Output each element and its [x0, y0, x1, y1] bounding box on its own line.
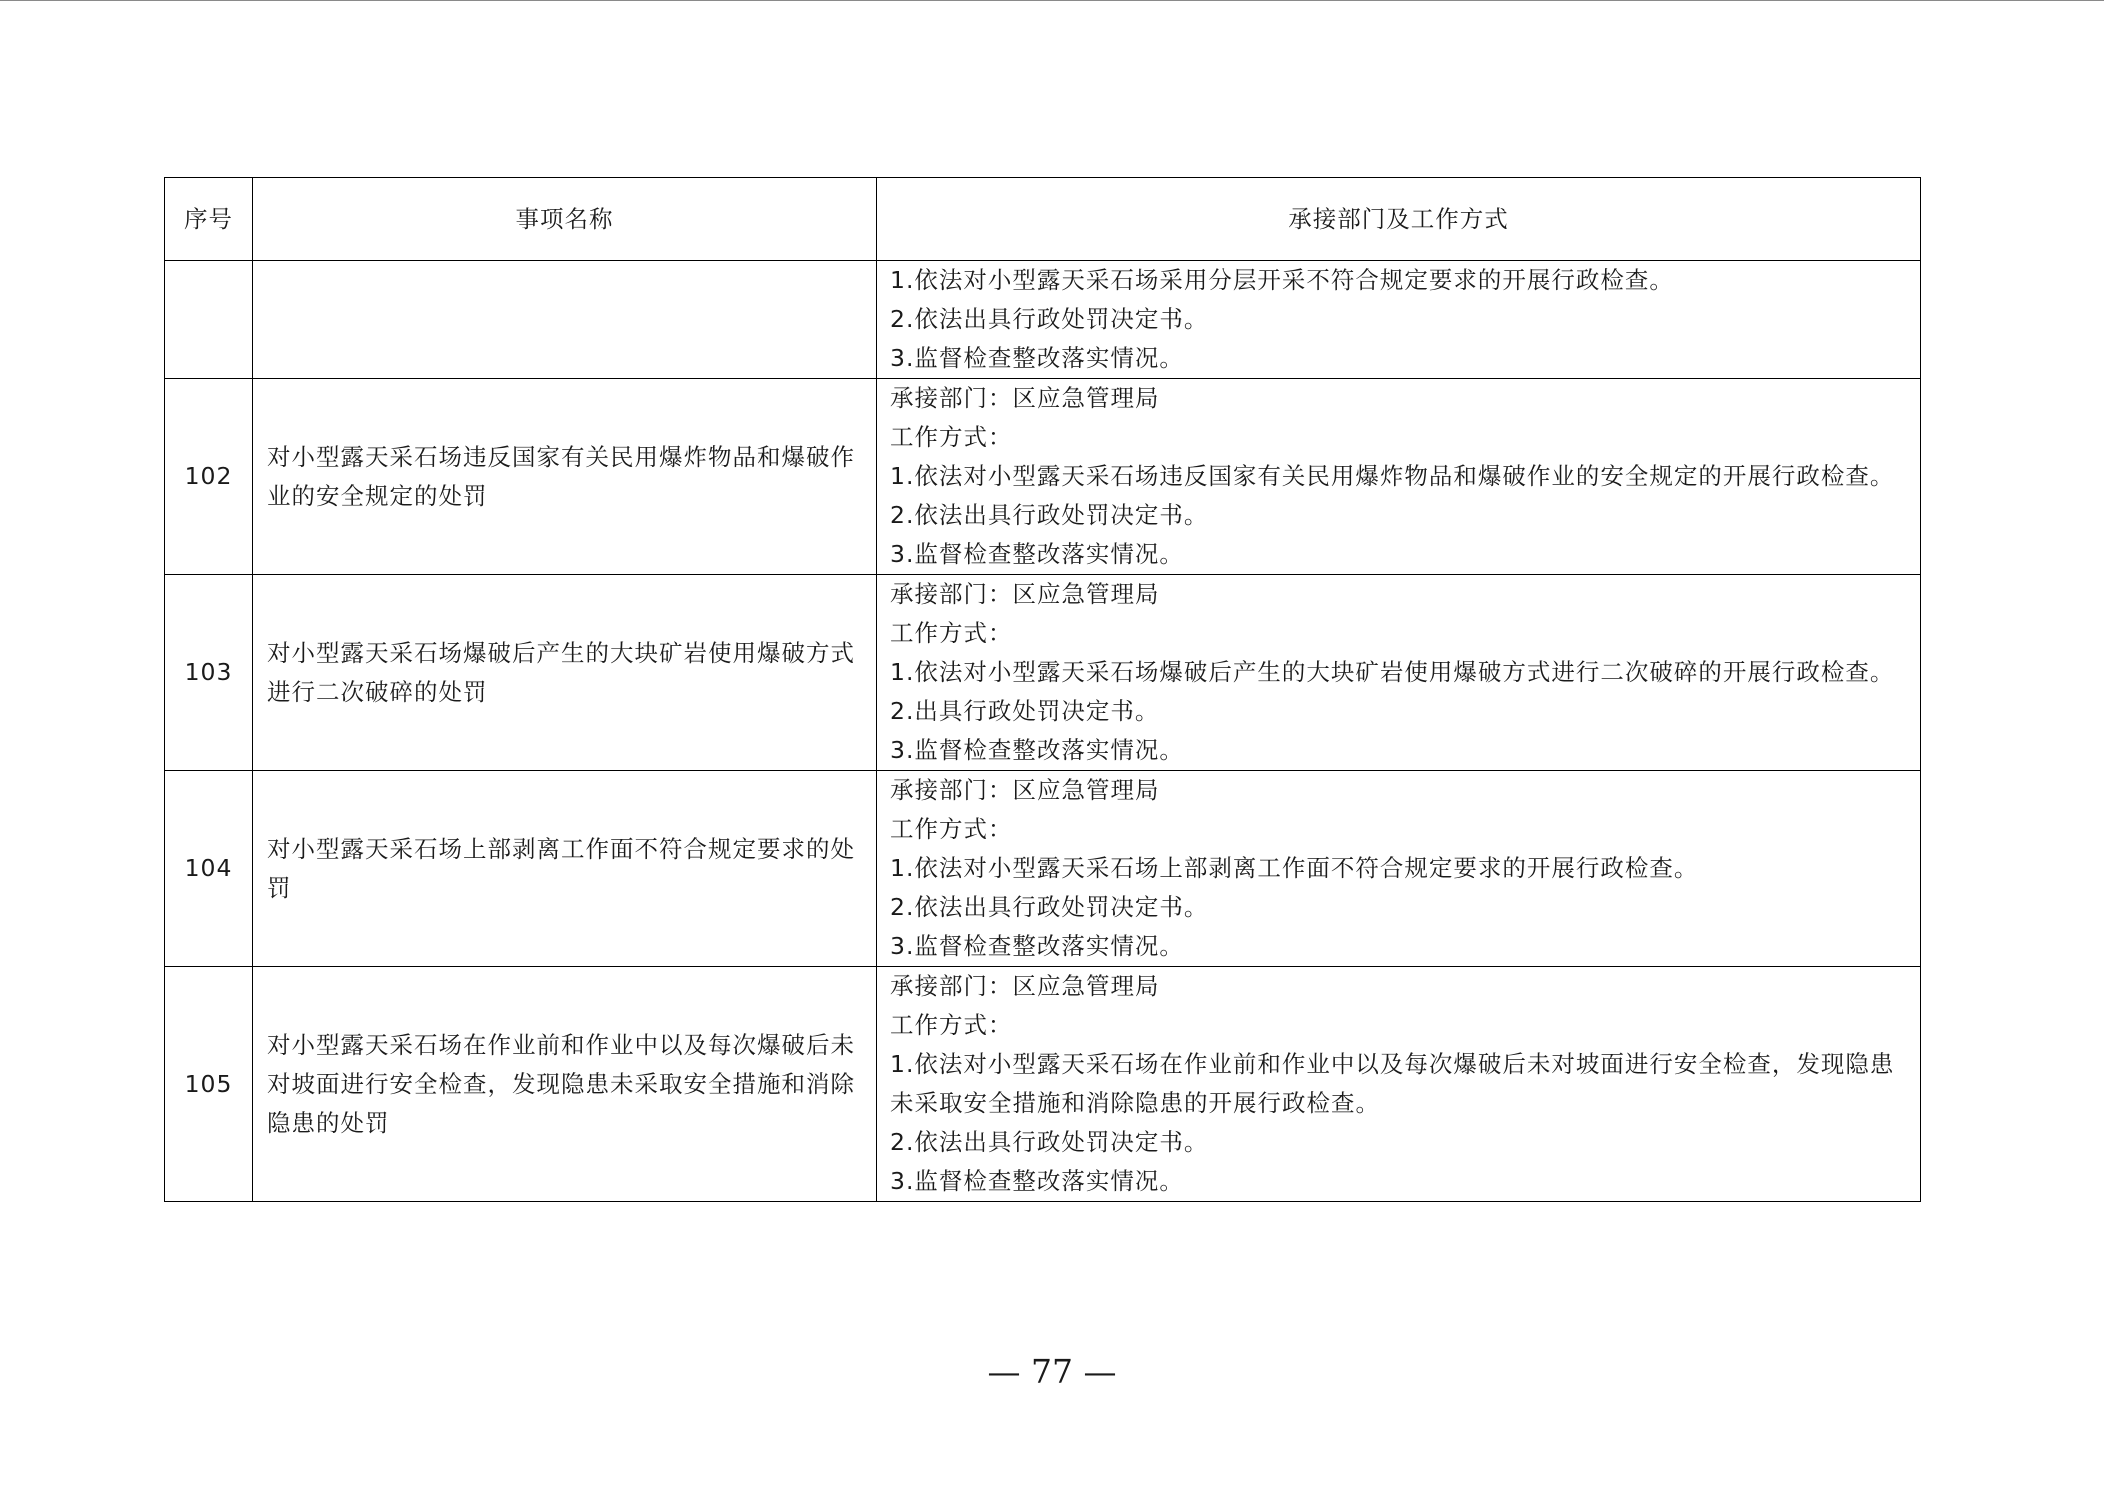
row-method	[877, 261, 1921, 379]
row-number: 105	[165, 967, 253, 1202]
method-line: 1.依法对小型露天采石场在作业前和作业中以及每次爆破后未对坡面进行安全检查，发现隐患未采取安全措施和消除隐患的开展行政检查。	[890, 1050, 1895, 1117]
method-line: 3.监督检查整改落实情况。	[890, 736, 1184, 764]
method-line: 3.监督检查整改落实情况。	[890, 1167, 1184, 1195]
row-method	[877, 575, 1921, 771]
method-line: 1.依法对小型露天采石场采用分层开采不符合规定要求的开展行政检查。	[890, 266, 1674, 294]
row-matter-name: 对小型露天采石场爆破后产生的大块矿岩使用爆破方式进行二次破碎的处罚	[253, 575, 877, 771]
method-line: 1.依法对小型露天采石场上部剥离工作面不符合规定要求的开展行政检查。	[890, 854, 1699, 882]
method-line: 2.依法出具行政处罚决定书。	[890, 1128, 1209, 1156]
method-line: 2.出具行政处罚决定书。	[890, 697, 1160, 725]
header-number: 序号	[165, 178, 253, 261]
row-method	[877, 771, 1921, 967]
method-line: 1.依法对小型露天采石场违反国家有关民用爆炸物品和爆破作业的安全规定的开展行政检查。	[890, 462, 1895, 490]
table-row	[165, 967, 1921, 1202]
method-line: 2.依法出具行政处罚决定书。	[890, 501, 1209, 529]
row-matter-name: 对小型露天采石场上部剥离工作面不符合规定要求的处罚	[253, 771, 877, 967]
row-method	[877, 379, 1921, 575]
row-number: 104	[165, 771, 253, 967]
table-row	[165, 379, 1921, 575]
page-number: — 77 —	[987, 1352, 1117, 1391]
method-line: 1.依法对小型露天采石场爆破后产生的大块矿岩使用爆破方式进行二次破碎的开展行政检查。	[890, 658, 1895, 686]
table-row	[165, 575, 1921, 771]
department-line: 承接部门：区应急管理局	[890, 580, 1160, 608]
row-matter-name: 对小型露天采石场在作业前和作业中以及每次爆破后未对坡面进行安全检查，发现隐患未采取安全措施和消除隐患的处罚	[253, 967, 877, 1202]
method-line: 2.依法出具行政处罚决定书。	[890, 893, 1209, 921]
method-line: 3.监督检查整改落实情况。	[890, 344, 1184, 372]
table-row	[165, 261, 1921, 379]
department-line: 承接部门：区应急管理局	[890, 776, 1160, 804]
table-body	[165, 261, 1921, 1202]
row-number: 102	[165, 379, 253, 575]
table-header	[165, 178, 1921, 261]
row-matter-name: 对小型露天采石场违反国家有关民用爆炸物品和爆破作业的安全规定的处罚	[253, 379, 877, 575]
method-line: 3.监督检查整改落实情况。	[890, 932, 1184, 960]
method-line: 3.监督检查整改落实情况。	[890, 540, 1184, 568]
department-line: 承接部门：区应急管理局	[890, 972, 1160, 1000]
row-number	[165, 261, 253, 379]
method-heading-line: 工作方式：	[890, 1011, 1013, 1039]
method-heading-line: 工作方式：	[890, 815, 1013, 843]
table-row	[165, 771, 1921, 967]
method-heading-line: 工作方式：	[890, 619, 1013, 647]
method-heading-line: 工作方式：	[890, 423, 1013, 451]
header-row	[165, 178, 1921, 261]
department-line: 承接部门：区应急管理局	[890, 384, 1160, 412]
matters-table	[164, 177, 1921, 1202]
row-matter-name	[253, 261, 877, 379]
top-border-rule	[0, 0, 2104, 1]
row-number: 103	[165, 575, 253, 771]
method-line: 2.依法出具行政处罚决定书。	[890, 305, 1209, 333]
header-method: 承接部门及工作方式	[877, 178, 1921, 261]
row-method	[877, 967, 1921, 1202]
header-name: 事项名称	[253, 178, 877, 261]
